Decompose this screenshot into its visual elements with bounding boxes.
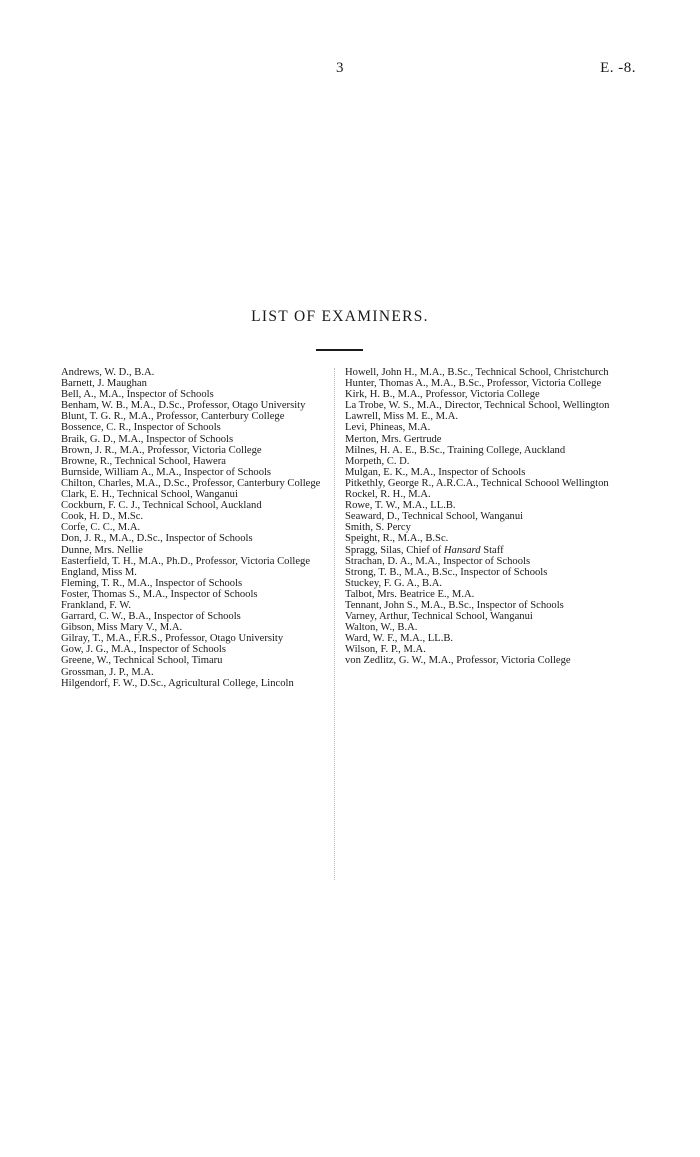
document-reference: E. -8.	[600, 60, 636, 76]
examiners-column-right	[345, 367, 617, 667]
examiner-entry: Cockburn, F. C. J., Technical School, Auckland	[61, 500, 262, 512]
examiner-entry: Ward, W. F., M.A., LL.B.	[345, 633, 454, 645]
examiner-entry: Don, J. R., M.A., D.Sc., Inspector of Schools	[61, 533, 253, 545]
examiner-entry: Clark, E. H., Technical School, Wanganui	[61, 489, 238, 501]
examiner-entry: Tennant, John S., M.A., B.Sc., Inspector of Schools	[345, 599, 564, 611]
examiner-entry: Frankland, F. W.	[61, 599, 132, 611]
examiner-entry: Gibson, Miss Mary V., M.A.	[61, 622, 183, 634]
examiner-entry: Varney, Arthur, Technical School, Wanganui	[345, 611, 533, 623]
examiner-entry: Lawrell, Miss M. E., M.A.	[345, 411, 458, 423]
examiner-entry: Seaward, D., Technical School, Wanganui	[345, 511, 524, 523]
examiner-entry: von Zedlitz, G. W., M.A., Professor, Victoria College	[345, 655, 571, 667]
examiner-entry: Milnes, H. A. E., B.Sc., Training College, Auckland	[345, 444, 566, 456]
examiner-entry: Blunt, T. G. R., M.A., Professor, Canterbury College	[61, 411, 285, 423]
examiner-entry: Gow, J. G., M.A., Inspector of Schools	[61, 644, 226, 656]
examiner-entry: Dunne, Mrs. Nellie	[61, 544, 143, 556]
examiner-entry: Pitkethly, George R., A.R.C.A., Technical Schoool Wellington	[345, 477, 609, 489]
examiner-entry: Merton, Mrs. Gertrude	[345, 433, 442, 445]
examiner-entry: Grossman, J. P., M.A.	[61, 666, 154, 678]
examiner-entry: Garrard, C. W., B.A., Inspector of Schools	[61, 611, 241, 623]
examiners-column-left	[61, 367, 331, 689]
examiner-entry: Benham, W. B., M.A., D.Sc., Professor, Otago University	[61, 400, 306, 412]
examiner-entry: Stuckey, F. G. A., B.A.	[345, 577, 443, 589]
examiner-entry: Spragg, Silas, Chief of Hansard Staff	[345, 544, 504, 556]
examiner-entry: Andrews, W. D., B.A.	[61, 367, 155, 378]
examiner-entry: Wilson, F. P., M.A.	[345, 644, 426, 656]
examiner-entry: Easterfield, T. H., M.A., Ph.D., Professor, Victoria College	[61, 555, 311, 567]
examiner-entry: Gilray, T., M.A., F.R.S., Professor, Otago University	[61, 633, 284, 645]
examiner-entry: England, Miss M.	[61, 566, 137, 578]
examiner-entry: Fleming, T. R., M.A., Inspector of Schools	[61, 577, 243, 589]
examiner-entry: Greene, W., Technical School, Timaru	[61, 655, 223, 667]
examiner-entry: Hunter, Thomas A., M.A., B.Sc., Professor, Victoria College	[345, 378, 602, 390]
title-divider	[316, 349, 363, 351]
examiner-entry: Foster, Thomas S., M.A., Inspector of Schools	[61, 588, 258, 600]
examiner-entry: Hilgendorf, F. W., D.Sc., Agricultural College, Lincoln	[61, 677, 294, 689]
examiner-entry: Bell, A., M.A., Inspector of Schools	[61, 389, 214, 401]
examiner-entry: Speight, R., M.A., B.Sc.	[345, 533, 449, 545]
examiner-entry: La Trobe, W. S., M.A., Director, Technical School, Wellington	[345, 400, 610, 412]
examiner-entry: Bossence, C. R., Inspector of Schools	[61, 422, 221, 434]
examiner-entry: Levi, Phineas, M.A.	[345, 422, 431, 434]
page-title: LIST OF EXAMINERS.	[251, 308, 429, 325]
examiner-entry: Rockel, R. H., M.A.	[345, 489, 431, 501]
examiner-entry: Mulgan, E. K., M.A., Inspector of Schools	[345, 466, 526, 478]
examiner-entry: Burnside, William A., M.A., Inspector of Schools	[61, 466, 272, 478]
examiner-entry: Browne, R., Technical School, Hawera	[61, 455, 226, 467]
examiner-entry: Barnett, J. Maughan	[61, 378, 147, 390]
examiner-entry: Cook, H. D., M.Sc.	[61, 511, 144, 523]
examiner-entry: Strachan, D. A., M.A., Inspector of Schools	[345, 555, 531, 567]
column-divider	[334, 368, 335, 880]
examiner-entry: Corfe, C. C., M.A.	[61, 522, 141, 534]
examiner-entry: Smith, S. Percy	[345, 522, 411, 534]
examiner-entry: Howell, John H., M.A., B.Sc., Technical School, Christchurch	[345, 367, 609, 378]
examiner-entry: Chilton, Charles, M.A., D.Sc., Professor, Canterbury College	[61, 477, 321, 489]
examiner-entry: Brown, J. R., M.A., Professor, Victoria College	[61, 444, 262, 456]
examiner-entry: Strong, T. B., M.A., B.Sc., Inspector of Schools	[345, 566, 548, 578]
page-number: 3	[336, 60, 344, 76]
examiner-entry: Kirk, H. B., M.A., Professor, Victoria College	[345, 389, 540, 401]
examiner-entry: Morpeth, C. D.	[345, 455, 410, 467]
examiner-entry: Braik, G. D., M.A., Inspector of Schools	[61, 433, 234, 445]
examiner-entry: Talbot, Mrs. Beatrice E., M.A.	[345, 588, 475, 600]
examiner-entry: Walton, W., B.A.	[345, 622, 418, 634]
examiner-entry: Rowe, T. W., M.A., LL.B.	[345, 500, 456, 512]
